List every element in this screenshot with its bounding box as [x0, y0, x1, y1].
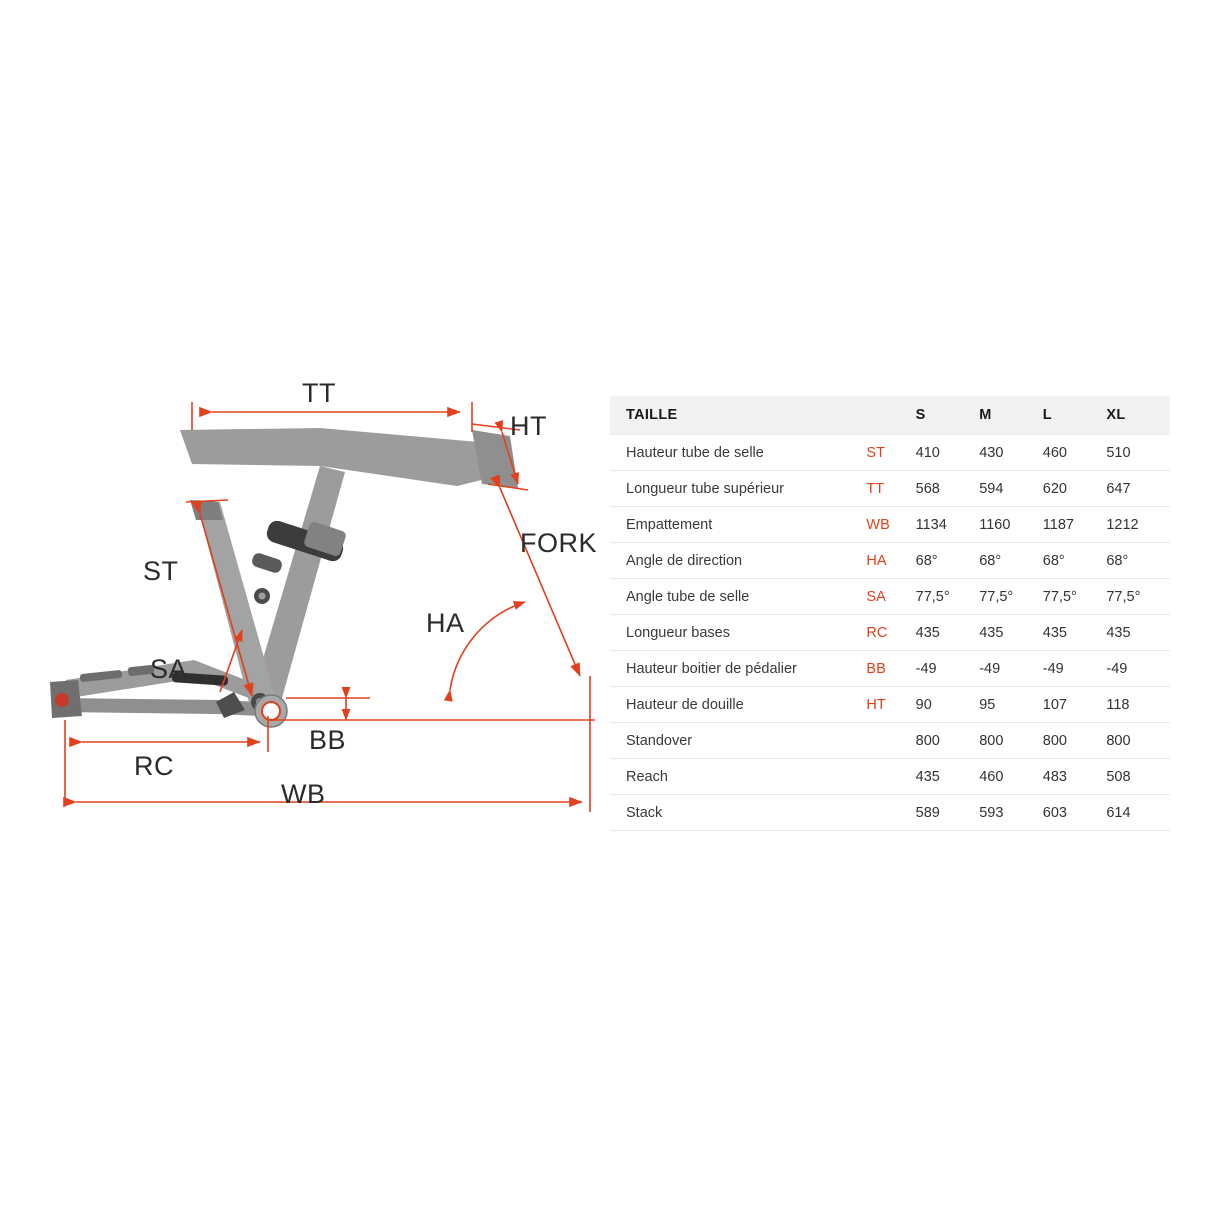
- row-abbr: RC: [866, 615, 915, 651]
- bike-geometry-diagram: [20, 380, 610, 840]
- row-abbr: BB: [866, 651, 915, 687]
- cell-s: -49: [916, 651, 980, 687]
- header-size-l: L: [1043, 396, 1107, 435]
- cell-m: 1160: [979, 507, 1043, 543]
- cell-xl: 68°: [1106, 543, 1170, 579]
- cell-l: 435: [1043, 615, 1107, 651]
- dim-label-ht: HT: [510, 411, 547, 441]
- cell-xl: 435: [1106, 615, 1170, 651]
- table-row: [610, 687, 1170, 723]
- geometry-table: [610, 396, 1170, 831]
- header-abbr: [866, 396, 915, 435]
- cell-xl: 118: [1106, 687, 1170, 723]
- cell-s: 1134: [916, 507, 980, 543]
- cell-l: 1187: [1043, 507, 1107, 543]
- table-header-row: [610, 396, 1170, 435]
- cell-m: 460: [979, 759, 1043, 795]
- table-row: [610, 615, 1170, 651]
- cell-m: 435: [979, 615, 1043, 651]
- row-abbr: WB: [866, 507, 915, 543]
- table-row: [610, 723, 1170, 759]
- cell-xl: 510: [1106, 435, 1170, 471]
- row-label: Longueur bases: [610, 615, 866, 651]
- cell-l: 107: [1043, 687, 1107, 723]
- cell-s: 435: [916, 615, 980, 651]
- cell-m: 594: [979, 471, 1043, 507]
- header-taille: TAILLE: [610, 396, 866, 435]
- header-size-xl: XL: [1106, 396, 1170, 435]
- header-size-s: S: [916, 396, 980, 435]
- cell-m: 430: [979, 435, 1043, 471]
- row-abbr: TT: [866, 471, 915, 507]
- dim-label-fork: FORK: [520, 528, 598, 558]
- row-label: Longueur tube supérieur: [610, 471, 866, 507]
- table-header: [610, 396, 1170, 435]
- cell-m: 800: [979, 723, 1043, 759]
- table-row: [610, 471, 1170, 507]
- cell-s: 68°: [916, 543, 980, 579]
- row-label: Hauteur de douille: [610, 687, 866, 723]
- dim-label-tt: TT: [302, 378, 336, 408]
- cell-m: 95: [979, 687, 1043, 723]
- dim-label-sa: SA: [150, 654, 188, 684]
- cell-xl: 647: [1106, 471, 1170, 507]
- cell-l: 800: [1043, 723, 1107, 759]
- row-abbr: [866, 795, 915, 831]
- cell-l: 68°: [1043, 543, 1107, 579]
- row-abbr: [866, 759, 915, 795]
- table-row: [610, 543, 1170, 579]
- dim-label-ha: HA: [426, 608, 465, 638]
- row-abbr: ST: [866, 435, 915, 471]
- dim-label-bb: BB: [309, 725, 347, 755]
- header-size-m: M: [979, 396, 1043, 435]
- cell-xl: 1212: [1106, 507, 1170, 543]
- cell-l: 77,5°: [1043, 579, 1107, 615]
- row-label: Stack: [610, 795, 866, 831]
- frame-silhouette: [50, 428, 518, 727]
- cell-m: 68°: [979, 543, 1043, 579]
- cell-xl: 800: [1106, 723, 1170, 759]
- cell-xl: 614: [1106, 795, 1170, 831]
- row-label: Angle tube de selle: [610, 579, 866, 615]
- cell-s: 77,5°: [916, 579, 980, 615]
- row-abbr: [866, 723, 915, 759]
- table-row: [610, 795, 1170, 831]
- cell-l: 603: [1043, 795, 1107, 831]
- cell-l: 620: [1043, 471, 1107, 507]
- table-row: [610, 579, 1170, 615]
- row-label: Reach: [610, 759, 866, 795]
- table-row: [610, 759, 1170, 795]
- cell-s: 800: [916, 723, 980, 759]
- table-row: [610, 651, 1170, 687]
- cell-xl: -49: [1106, 651, 1170, 687]
- row-abbr: HT: [866, 687, 915, 723]
- cell-m: 593: [979, 795, 1043, 831]
- dim-label-st: ST: [143, 556, 179, 586]
- frame-drawing: [20, 380, 610, 840]
- dim-label-wb: WB: [281, 779, 326, 809]
- cell-s: 410: [916, 435, 980, 471]
- cell-s: 568: [916, 471, 980, 507]
- cell-xl: 77,5°: [1106, 579, 1170, 615]
- table-body: [610, 435, 1170, 831]
- cell-l: 483: [1043, 759, 1107, 795]
- dim-label-rc: RC: [134, 751, 174, 781]
- cell-m: 77,5°: [979, 579, 1043, 615]
- table-row: [610, 435, 1170, 471]
- row-label: Angle de direction: [610, 543, 866, 579]
- row-label: Empattement: [610, 507, 866, 543]
- cell-s: 435: [916, 759, 980, 795]
- row-label: Hauteur boitier de pédalier: [610, 651, 866, 687]
- row-abbr: SA: [866, 579, 915, 615]
- row-label: Hauteur tube de selle: [610, 435, 866, 471]
- cell-s: 589: [916, 795, 980, 831]
- row-label: Standover: [610, 723, 866, 759]
- cell-xl: 508: [1106, 759, 1170, 795]
- cell-l: 460: [1043, 435, 1107, 471]
- cell-l: -49: [1043, 651, 1107, 687]
- row-abbr: HA: [866, 543, 915, 579]
- cell-m: -49: [979, 651, 1043, 687]
- table-row: [610, 507, 1170, 543]
- cell-s: 90: [916, 687, 980, 723]
